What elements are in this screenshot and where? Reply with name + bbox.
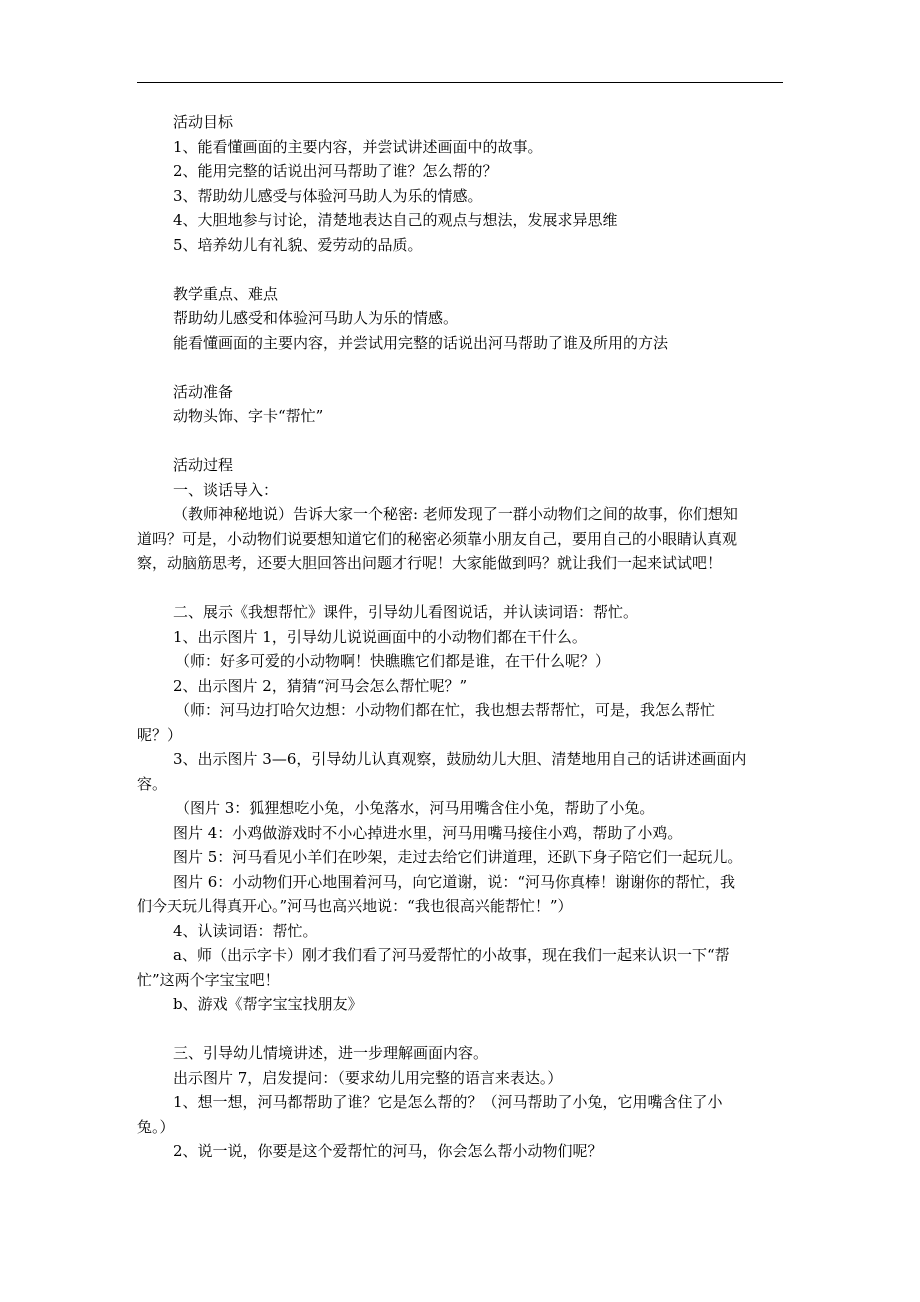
- picture-5-description: 图片 5：河马看见小羊们在吵架，走过去给它们讲道理，还趴下身子陪它们一起玩儿。: [173, 848, 743, 866]
- goal-item-4: 4、大胆地参与讨论，清楚地表达自己的观点与想法，发展求异思维: [173, 211, 618, 229]
- section-3-title: 三、引导幼儿情境讲述，进一步理解画面内容。: [173, 1044, 489, 1062]
- section-3-step-1-line-2: 兔。）: [137, 1117, 175, 1136]
- goal-item-2: 2、能用完整的话说出河马帮助了谁？怎么帮的？: [173, 162, 498, 180]
- focus-item-1: 帮助幼儿感受和体验河马助人为乐的情感。: [173, 309, 459, 327]
- section-1-paragraph-line-1: （教师神秘地说）告诉大家一个秘密: 老师发现了一群小动物们之间的故事，你们想知: [173, 505, 738, 523]
- picture-4-description: 图片 4：小鸡做游戏时不小心掉进水里，河马用嘴马接住小鸡，帮助了小鸡。: [173, 823, 683, 842]
- header-rule: [137, 82, 783, 83]
- focus-heading: 教学重点、难点: [173, 284, 279, 303]
- goal-item-3: 3、帮助幼儿感受与体验河马助人为乐的情感。: [173, 186, 483, 205]
- section-3-intro: 出示图片 7，启发提问：（要求幼儿用完整的语言来表达。）: [173, 1068, 563, 1087]
- section-2-step-4b: b、游戏《帮字宝宝找朋友》: [173, 995, 363, 1013]
- process-heading: 活动过程: [173, 456, 234, 474]
- picture-3-description: （图片 3：狐狸想吃小兔，小兔落水，河马用嘴含住小兔，帮助了小兔。: [175, 799, 655, 817]
- section-2-step-3-line-1: 3、出示图片 3—6，引导幼儿认真观察，鼓励幼儿大胆、清楚地用自己的话讲述画面内: [173, 750, 747, 768]
- goals-heading: 活动目标: [173, 113, 234, 131]
- prep-heading: 活动准备: [173, 382, 234, 401]
- section-2-step-2: 2、出示图片 2，猜猜“河马会怎么帮忙呢？”: [173, 676, 468, 695]
- section-2-step-4a-line-2: 忙”这两个字宝宝吧！: [137, 970, 280, 989]
- prep-text: 动物头饰、字卡“帮忙”: [173, 407, 324, 425]
- section-3-step-1-line-1: 1、想一想，河马都帮助了谁？它是怎么帮的？（河马帮助了小兔，它用嘴含住了小: [173, 1093, 723, 1111]
- section-1-paragraph-line-2: 道吗？可是，小动物们说要想知道它们的秘密必须靠小朋友自己，要用自己的小眼睛认真观: [137, 529, 738, 548]
- section-2-step-1: 1、出示图片 1，引导幼儿说说画面中的小动物们都在干什么。: [173, 627, 587, 646]
- picture-6-description-line-2: 们今天玩儿得真开心。”河马也高兴地说：“我也很高兴能帮忙！”）: [137, 897, 573, 915]
- section-2-step-3-line-2: 容。: [137, 774, 168, 793]
- section-2-title: 二、展示《我想帮忙》课件，引导幼儿看图说话，并认读词语：帮忙。: [173, 603, 639, 621]
- section-2-step-4: 4、认读词语：帮忙。: [173, 921, 318, 940]
- document-body: [137, 110, 785, 1164]
- focus-item-2: 能看懂画面的主要内容，并尝试用完整的话说出河马帮助了谁及所用的方法: [173, 333, 669, 352]
- goal-item-5: 5、培养幼儿有礼貌、爱劳动的品质。: [173, 235, 423, 254]
- section-2-step-2-note-line-2: 呢？）: [137, 725, 183, 744]
- section-3-step-2: 2、说一说，你要是这个爱帮忙的河马，你会怎么帮小动物们呢？: [173, 1142, 603, 1160]
- section-2-step-2-note-line-1: （师：河马边打哈欠边想：小动物们都在忙，我也想去帮帮忙，可是，我怎么帮忙: [175, 701, 716, 719]
- section-2-step-4a-line-1: a、师（出示字卡）刚才我们看了河马爱帮忙的小故事，现在我们一起来认识一下“帮: [173, 946, 730, 964]
- picture-6-description-line-1: 图片 6：小动物们开心地围着河马，向它道谢，说：“河马你真棒！谢谢你的帮忙，我: [173, 872, 735, 891]
- goal-item-1: 1、能看懂画面的主要内容，并尝试讲述画面中的故事。: [173, 137, 543, 156]
- section-1-title: 一、谈话导入：: [173, 480, 279, 499]
- section-1-paragraph-line-3: 察，动脑筋思考，还要大胆回答出问题才行呢！大家能做到吗？就让我们一起来试试吧！: [137, 554, 723, 572]
- section-2-step-1-note: （师：好多可爱的小动物啊！快瞧瞧它们都是谁，在干什么呢？）: [175, 652, 611, 670]
